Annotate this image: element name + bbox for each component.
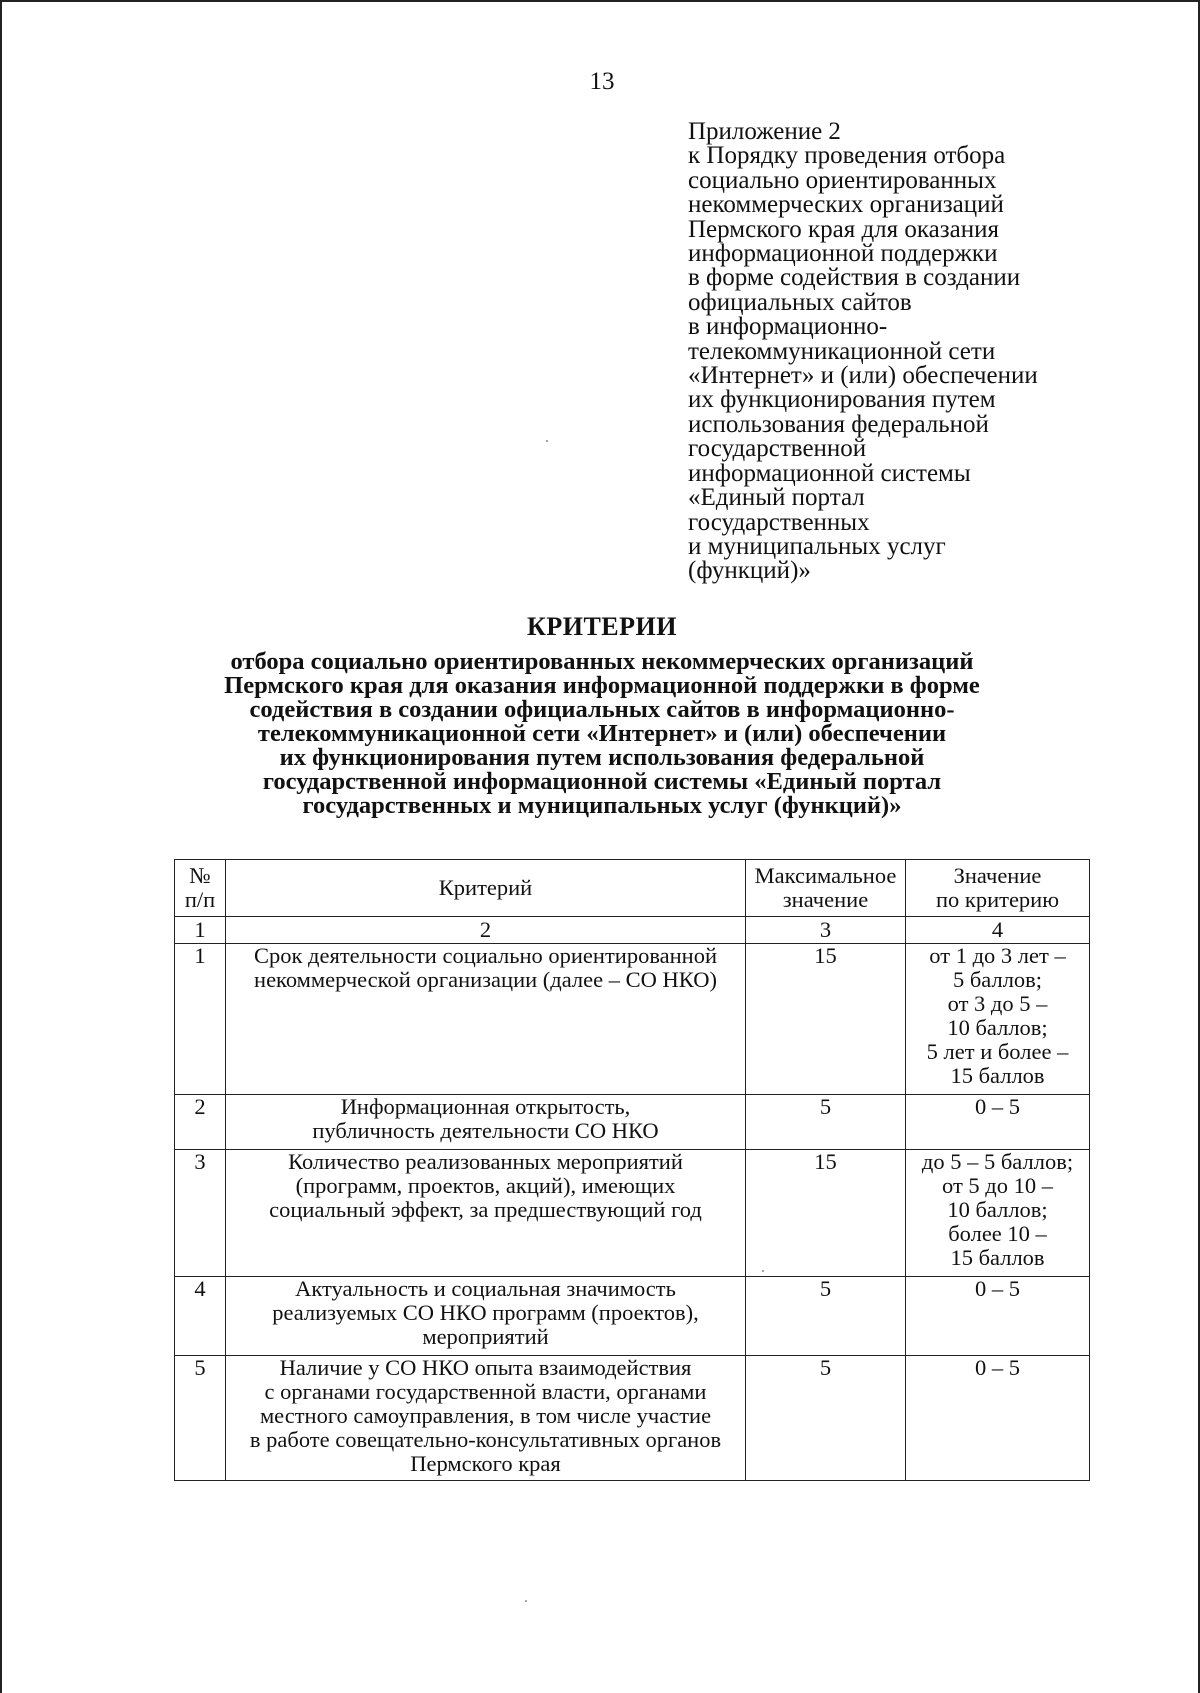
table-row — [175, 1356, 1090, 1481]
document-subtitle — [152, 650, 1052, 818]
subtitle-line: государственных и муниципальных услуг (функций)» — [302, 792, 902, 819]
row-num: 5 — [175, 1356, 226, 1481]
appendix-line: использования федеральной — [688, 410, 989, 438]
scan-speck — [762, 1270, 764, 1272]
appendix-line: телекоммуникационной сети — [688, 337, 996, 365]
row-criterion: Срок деятельности социально ориентированной некоммерческой организации (далее – СО НКО) — [226, 944, 746, 1095]
row-num: 2 — [175, 1095, 226, 1150]
appendix-header — [688, 120, 1108, 584]
row-criterion: Актуальность и социальная значимость реализуемых СО НКО программ (проектов), мероприятий — [226, 1277, 746, 1356]
table-row — [175, 944, 1090, 1095]
row-max: 15 — [746, 1150, 906, 1277]
appendix-line: в информационно- — [688, 313, 888, 341]
row-criterion: Наличие у СО НКО опыта взаимодействия с органами государственной власти, органами местного самоуправления, в том числе участие в работе совещательно-консультативных органов Пермского края — [226, 1356, 746, 1481]
subtitle-line: Пермского края для оказания информационной поддержки в форме — [224, 672, 980, 699]
row-value: от 1 до 3 лет – 5 баллов; от 3 до 5 – 10 баллов; 5 лет и более – 15 баллов — [906, 944, 1090, 1095]
column-index-row — [175, 917, 1090, 944]
appendix-line: «Единый портал — [688, 484, 865, 512]
subtitle-line: телекоммуникационной сети «Интернет» и (или) обеспечении — [257, 720, 947, 747]
appendix-line: государственной — [688, 435, 867, 463]
row-num: 1 — [175, 944, 226, 1095]
header-max: Максимальное значение — [746, 860, 906, 917]
header-num: № п/п — [175, 860, 226, 917]
appendix-line: и муниципальных услуг — [688, 532, 946, 560]
row-max: 5 — [746, 1277, 906, 1356]
column-index: 4 — [906, 917, 1090, 944]
row-value: до 5 – 5 баллов; от 5 до 10 – 10 баллов; более 10 – 15 баллов — [906, 1150, 1090, 1277]
appendix-line: Пермского края для оказания — [688, 215, 999, 243]
row-max: 5 — [746, 1356, 906, 1481]
row-value: 0 – 5 — [906, 1277, 1090, 1356]
column-index: 3 — [746, 917, 906, 944]
appendix-line: к Порядку проведения отбора — [688, 142, 1006, 170]
scan-speck — [525, 1600, 527, 1602]
table-row — [175, 1095, 1090, 1150]
subtitle-line: их функционирования путем использования федеральной — [279, 744, 925, 771]
document-title: КРИТЕРИИ — [527, 612, 677, 641]
appendix-line: их функционирования путем — [688, 386, 996, 414]
row-num: 3 — [175, 1150, 226, 1277]
row-num: 4 — [175, 1277, 226, 1356]
appendix-line: «Интернет» и (или) обеспечении — [688, 362, 1038, 390]
appendix-line: официальных сайтов — [688, 288, 912, 316]
table-header-row — [175, 860, 1090, 917]
header-criterion: Критерий — [226, 860, 746, 917]
appendix-line: информационной поддержки — [688, 240, 998, 268]
header-value: Значение по критерию — [906, 860, 1090, 917]
row-max: 5 — [746, 1095, 906, 1150]
table-row — [175, 1150, 1090, 1277]
appendix-line: государственных — [688, 508, 870, 536]
appendix-line: в форме содействия в создании — [688, 264, 1021, 292]
row-max: 15 — [746, 944, 906, 1095]
column-index: 1 — [175, 917, 226, 944]
appendix-line: (функций)» — [688, 557, 811, 585]
criteria-table — [174, 859, 1090, 1481]
appendix-line: Приложение 2 — [688, 118, 841, 145]
column-index: 2 — [226, 917, 746, 944]
appendix-line: социально ориентированных — [688, 166, 997, 194]
subtitle-line: государственной информационной системы «Единый портал — [262, 768, 942, 795]
row-criterion: Информационная открытость, публичность деятельности СО НКО — [226, 1095, 746, 1150]
row-value: 0 – 5 — [906, 1356, 1090, 1481]
subtitle-line: отбора социально ориентированных некоммерческих организаций — [230, 648, 974, 675]
row-criterion: Количество реализованных мероприятий (программ, проектов, акций), имеющих социальный эффект, за предшествующий год — [226, 1150, 746, 1277]
table-row — [175, 1277, 1090, 1356]
scan-speck — [546, 440, 548, 442]
appendix-line: некоммерческих организаций — [688, 191, 1004, 219]
appendix-line: информационной системы — [688, 459, 971, 487]
subtitle-line: содействия в создании официальных сайтов в информационно- — [249, 696, 955, 723]
page-number: 13 — [589, 68, 615, 95]
row-value: 0 – 5 — [906, 1095, 1090, 1150]
